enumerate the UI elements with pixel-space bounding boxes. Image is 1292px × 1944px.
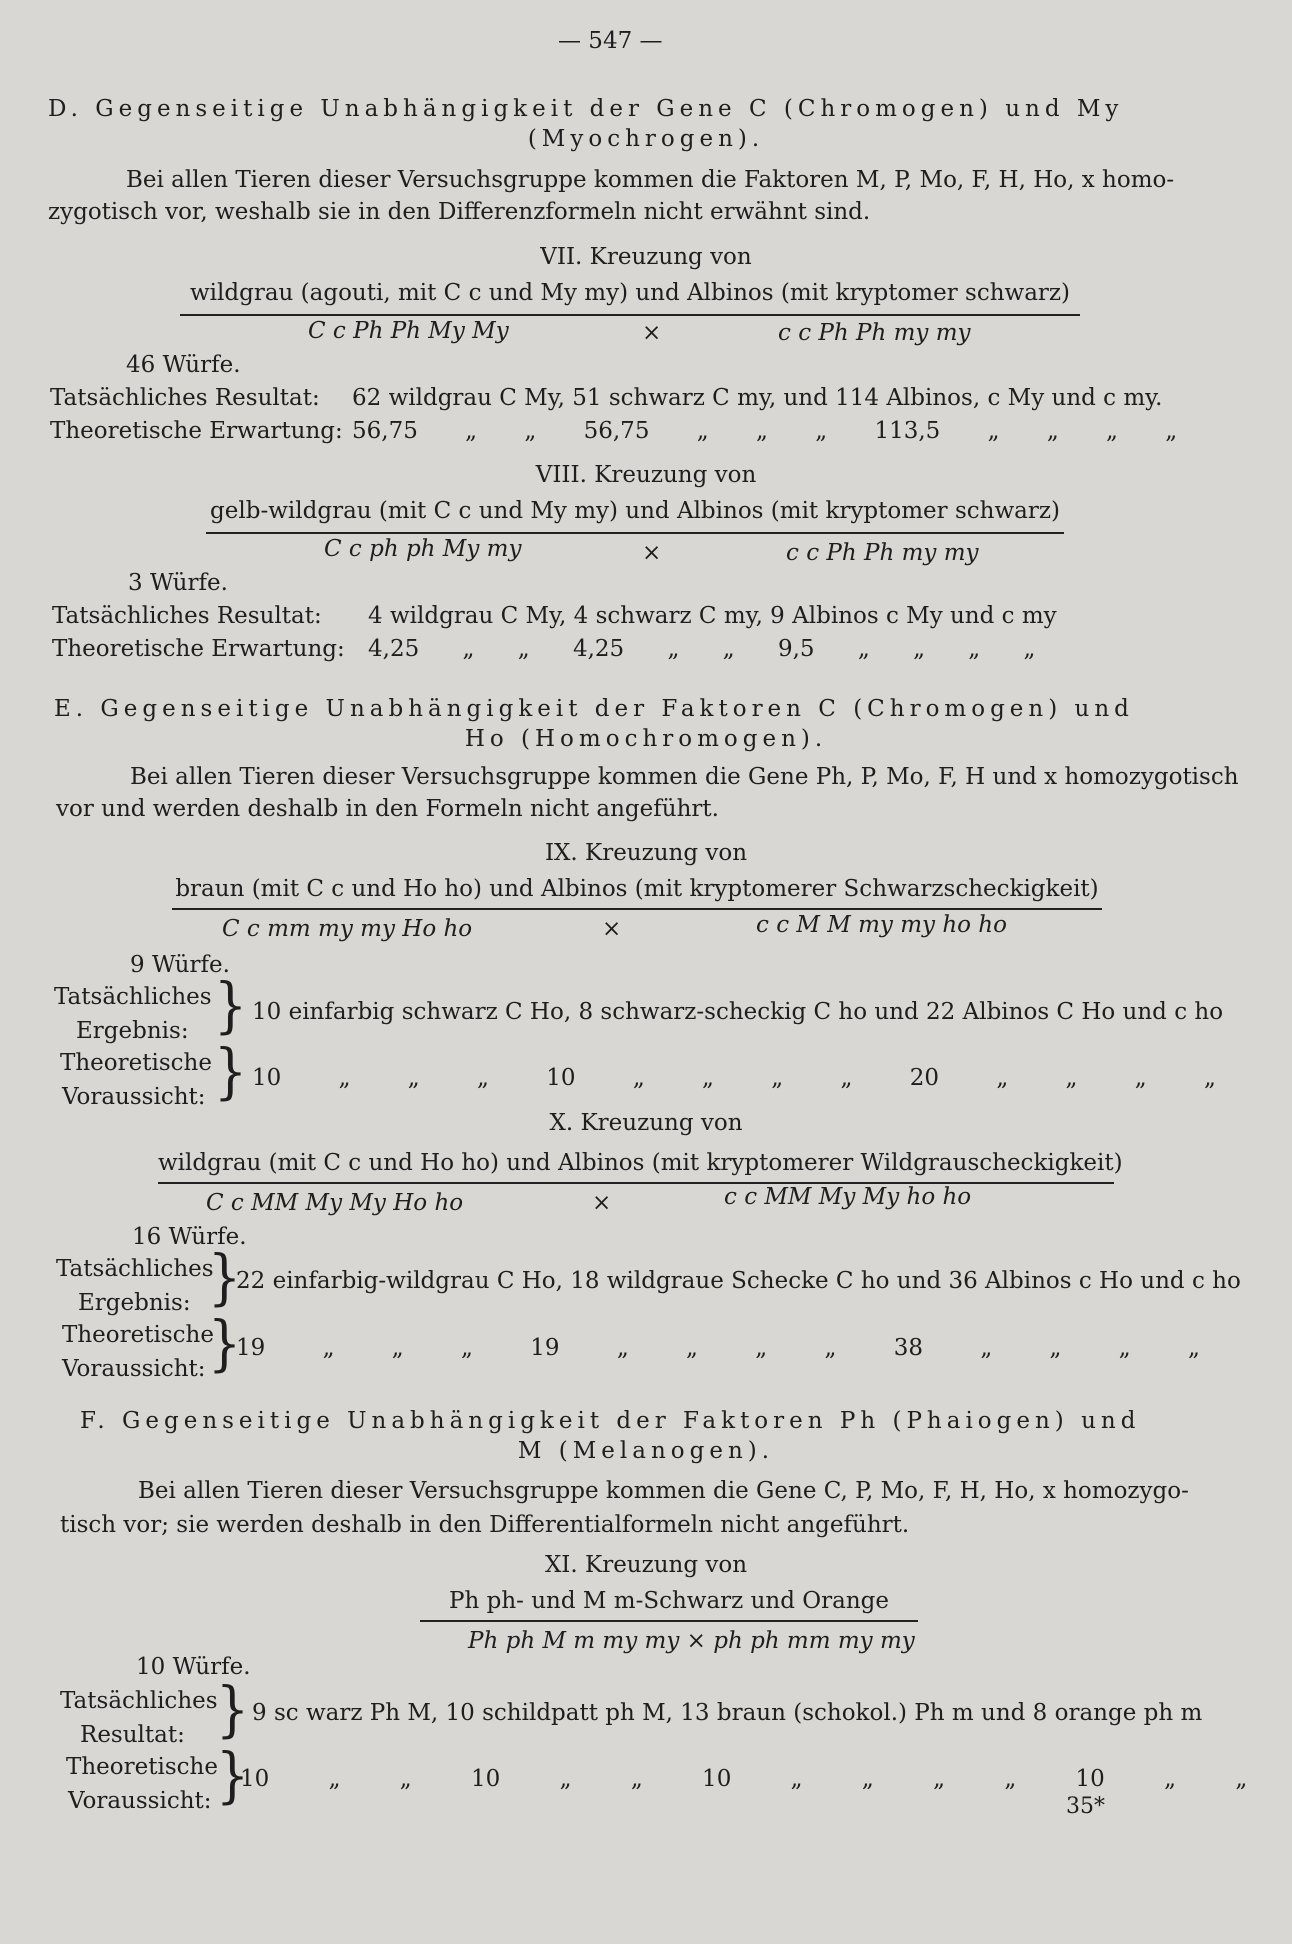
- cross-viii-litters: 3 Würfe.: [128, 570, 228, 596]
- cross-x-expect-brace: }: [208, 1309, 242, 1379]
- cross-xi-expect-brace: }: [216, 1741, 250, 1811]
- cross-vii-result-label: Tatsächliches Resultat:: [50, 385, 320, 411]
- cross-vii-expect-label: Theoretische Erwartung:: [50, 418, 343, 444]
- cross-x-parents: wildgrau (mit C c und Ho ho) und Albinos (mit kryptomerer Wildgrauscheckigkeit): [158, 1150, 1123, 1176]
- cross-vii-formula-right: c c Ph Ph my my: [778, 320, 971, 346]
- cross-viii-cross-sign: ×: [642, 540, 662, 566]
- cross-viii-formula-left: C c ph ph My my: [324, 536, 522, 562]
- cross-ix-parents: braun (mit C c und Ho ho) und Albinos (mit kryptomerer Schwarzscheckigkeit): [175, 876, 1099, 902]
- cross-xi-expect: 10 „ „ 10 „ „ 10 „ „ „ „ 10 „ „: [240, 1766, 1248, 1792]
- cross-x-expect: 19 „ „ „ 19 „ „ „ „ 38 „ „ „ „: [236, 1335, 1200, 1361]
- cross-viii-result-label: Tatsächliches Resultat:: [52, 603, 322, 629]
- cross-vii-cross-sign: ×: [642, 320, 662, 346]
- cross-xi-formula: Ph ph M m my my × ph ph mm my my: [468, 1628, 915, 1654]
- cross-viii-result: 4 wildgrau C My, 4 schwarz C my, 9 Albinos c My und c my: [368, 603, 1057, 629]
- cross-vii-title: VII. Kreuzung von: [540, 244, 752, 270]
- cross-ix-expect-label: Theoretische: [60, 1050, 212, 1076]
- section-d-paragraph-cont: zygotisch vor, weshalb sie in den Differenzformeln nicht erwähnt sind.: [48, 199, 871, 225]
- cross-vii-expect: 56,75 „ „ 56,75 „ „ „ 113,5 „ „ „ „: [352, 418, 1178, 444]
- cross-viii-parents: gelb-wildgrau (mit C c und My my) und Albinos (mit kryptomer schwarz): [210, 498, 1060, 524]
- cross-ix-expect-label-cont: Voraussicht:: [62, 1084, 206, 1110]
- section-f-paragraph: Bei allen Tieren dieser Versuchsgruppe kommen die Gene C, P, Mo, F, H, Ho, x homozygo-: [138, 1478, 1189, 1504]
- cross-xi-result-label-cont: Resultat:: [80, 1722, 185, 1748]
- cross-xi-parents: Ph ph- und M m-Schwarz und Orange: [449, 1588, 889, 1614]
- cross-ix-litters: 9 Würfe.: [130, 952, 230, 978]
- cross-ix-formula-right: c c M M my my ho ho: [756, 912, 1007, 938]
- section-f-heading: F. Gegenseitige Unabhängigkeit der Faktoren Ph (Phaiogen) und: [80, 1408, 1141, 1434]
- cross-viii-formula-right: c c Ph Ph my my: [786, 540, 979, 566]
- cross-ix-expect: 10 „ „ „ 10 „ „ „ „ 20 „ „ „ „: [252, 1065, 1216, 1091]
- section-f-heading-cont: M (Melanogen).: [517, 1438, 775, 1464]
- cross-x-result-label-cont: Ergebnis:: [78, 1290, 191, 1316]
- cross-ix-result-label: Tatsächliches: [54, 984, 212, 1010]
- cross-vii-parents: wildgrau (agouti, mit C c und My my) und Albinos (mit kryptomer schwarz): [189, 280, 1070, 306]
- section-e-heading-cont: Ho (Homochromogen).: [464, 726, 828, 752]
- page-number: — 547 —: [558, 28, 663, 54]
- cross-ix-expect-brace: }: [214, 1037, 248, 1107]
- cross-xi-rule: [420, 1620, 918, 1622]
- cross-viii-expect-label: Theoretische Erwartung:: [52, 636, 345, 662]
- cross-ix-result-label-cont: Ergebnis:: [76, 1018, 189, 1044]
- cross-vii-litters: 46 Würfe.: [126, 352, 241, 378]
- section-d-heading: D. Gegenseitige Unabhängigkeit der Gene C (Chromogen) und My: [48, 96, 1124, 122]
- cross-x-result: 22 einfarbig-wildgrau C Ho, 18 wildgraue Schecke C ho und 36 Albinos c Ho und c ho: [236, 1268, 1241, 1294]
- section-d-paragraph: Bei allen Tieren dieser Versuchsgruppe kommen die Faktoren M, P, Mo, F, H, Ho, x homo-: [126, 167, 1175, 193]
- section-e-paragraph-cont: vor und werden deshalb in den Formeln nicht angeführt.: [56, 796, 719, 822]
- cross-vii-result: 62 wildgrau C My, 51 schwarz C my, und 114 Albinos, c My und c my.: [352, 385, 1163, 411]
- cross-ix-title: IX. Kreuzung von: [544, 840, 748, 866]
- cross-xi-expect-label-cont: Voraussicht:: [68, 1788, 212, 1814]
- cross-ix-result: 10 einfarbig schwarz C Ho, 8 schwarz-scheckig C ho und 22 Albinos C Ho und c ho: [252, 999, 1224, 1025]
- cross-x-cross-sign: ×: [592, 1190, 612, 1216]
- cross-x-formula-left: C c MM My My Ho ho: [206, 1190, 464, 1216]
- signature-mark: 35*: [1066, 1794, 1105, 1819]
- cross-ix-cross-sign: ×: [602, 916, 622, 942]
- cross-x-litters: 16 Würfe.: [132, 1224, 247, 1250]
- cross-x-result-label: Tatsächliches: [56, 1256, 214, 1282]
- cross-x-result-brace: }: [208, 1243, 242, 1313]
- cross-ix-formula-left: C c mm my my Ho ho: [222, 916, 473, 942]
- cross-x-title: X. Kreuzung von: [549, 1110, 743, 1136]
- cross-xi-result-brace: }: [216, 1675, 250, 1745]
- cross-ix-result-brace: }: [214, 971, 248, 1041]
- section-e-paragraph: Bei allen Tieren dieser Versuchsgruppe kommen die Gene Ph, P, Mo, F, H und x homozygotisch: [130, 764, 1239, 790]
- section-e-heading: E. Gegenseitige Unabhängigkeit der Faktoren C (Chromogen) und: [54, 696, 1134, 722]
- cross-xi-title: XI. Kreuzung von: [544, 1552, 748, 1578]
- cross-viii-title: VIII. Kreuzung von: [535, 462, 757, 488]
- cross-xi-litters: 10 Würfe.: [136, 1654, 251, 1680]
- cross-vii-formula-left: C c Ph Ph My My: [308, 318, 509, 344]
- cross-xi-result: 9 sc warz Ph M, 10 schildpatt ph M, 13 braun (schokol.) Ph m und 8 orange ph m: [252, 1700, 1203, 1726]
- cross-x-expect-label-cont: Voraussicht:: [62, 1356, 206, 1382]
- section-d-heading-cont: (Myochrogen).: [527, 126, 765, 152]
- cross-viii-expect: 4,25 „ „ 4,25 „ „ 9,5 „ „ „ „: [368, 636, 1036, 662]
- cross-xi-result-label: Tatsächliches: [60, 1688, 218, 1714]
- section-f-paragraph-cont: tisch vor; sie werden deshalb in den Differentialformeln nicht angeführt.: [60, 1512, 910, 1538]
- cross-xi-expect-label: Theoretische: [66, 1754, 218, 1780]
- cross-x-expect-label: Theoretische: [62, 1322, 214, 1348]
- cross-x-formula-right: c c MM My My ho ho: [724, 1184, 972, 1210]
